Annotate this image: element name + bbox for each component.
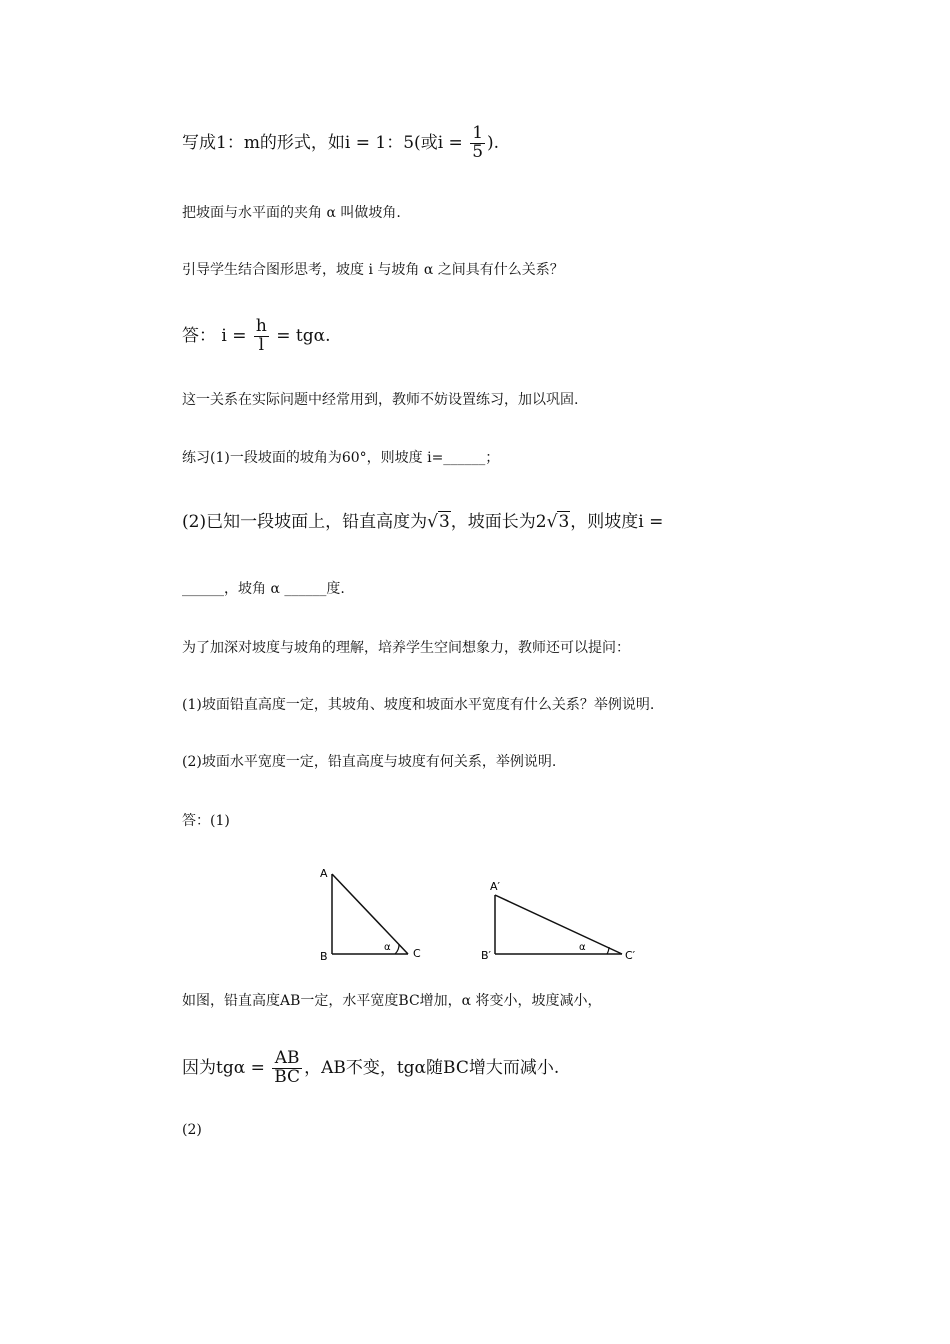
fraction-numerator: h: [255, 316, 267, 336]
triangle-figure: [318, 862, 648, 967]
paragraph-exercise-2-blanks: ______，坡角 α ______度.: [182, 581, 345, 597]
exercise-2-text-post: ，则坡度i =: [570, 512, 664, 532]
sqrt-three-2: √3: [546, 512, 570, 532]
fraction-denominator: l: [254, 336, 269, 355]
paragraph-figure-explanation: 如图，铅直高度AB一定，水平宽度BC增加，α 将变小，坡度减小，: [182, 993, 602, 1009]
sqrt-radicand: 3: [438, 512, 450, 532]
paragraph-guide-question: 引导学生结合图形思考，坡度 i 与坡角 α 之间具有什么关系？: [182, 262, 564, 278]
label-alpha-left: α: [384, 942, 391, 953]
paragraph-deepen: 为了加深对坡度与坡角的理解，培养学生空间想象力，教师还可以提问：: [182, 640, 630, 656]
label-c: C: [413, 947, 421, 960]
paragraph-slope-angle: 把坡面与水平面的夹角 α 叫做坡角.: [182, 205, 401, 221]
paragraph-question-1: (1)坡面铅直高度一定，其坡角、坡度和坡面水平宽度有什么关系？举例说明.: [182, 697, 655, 713]
paragraph-answer-1: 答：(1): [182, 813, 230, 829]
label-a-prime: A′: [490, 880, 501, 893]
paragraph-exercise-1: 练习(1)一段坡面的坡角为60°，则坡度 i=______；: [182, 450, 500, 466]
fraction-denominator: 5: [472, 141, 484, 162]
answer-text-pre: 答： i =: [182, 325, 252, 346]
fraction-h-over-l: [254, 318, 269, 355]
label-c-prime: C′: [625, 949, 636, 962]
paragraph-question-2: (2)坡面水平宽度一定，铅直高度与坡度有何关系，举例说明.: [182, 754, 557, 770]
because-text-post: ，AB不变，tgα随BC增大而减小.: [304, 1057, 560, 1078]
formula-line-because: [182, 1050, 559, 1087]
formula-line-ratio: [182, 125, 499, 162]
formula-line-exercise-2: [182, 507, 663, 532]
exercise-2-text-pre: (2)已知一段坡面上，铅直高度为: [182, 512, 428, 532]
ratio-text-post: ).: [487, 132, 500, 153]
sqrt-radicand: 3: [558, 512, 570, 532]
fraction-one-fifth: [470, 125, 485, 162]
fraction-ab-over-bc: [272, 1050, 302, 1087]
ratio-text-pre: 写成1：m的形式，如i = 1：5(或i =: [182, 132, 469, 153]
fraction-denominator: BC: [274, 1066, 301, 1087]
triangle-abc: [332, 874, 408, 954]
exercise-2-text-mid: ，坡面长为2: [450, 512, 547, 532]
triangle-a-prime-b-prime-c-prime: [495, 895, 622, 954]
fraction-numerator: AB: [274, 1048, 300, 1068]
label-alpha-right: α: [579, 942, 586, 953]
paragraph-answer-2: (2): [182, 1122, 202, 1138]
formula-line-answer: [182, 318, 331, 355]
because-text-pre: 因为tgα =: [182, 1057, 271, 1078]
label-b: B: [320, 950, 328, 963]
sqrt-three: √3: [427, 512, 450, 532]
paragraph-practice-note: 这一关系在实际问题中经常用到，教师不妨设置练习，加以巩固.: [182, 392, 579, 408]
fraction-numerator: 1: [472, 123, 484, 143]
answer-text-post: = tgα.: [270, 325, 331, 346]
label-b-prime: B′: [481, 949, 492, 962]
label-a: A: [320, 867, 328, 880]
